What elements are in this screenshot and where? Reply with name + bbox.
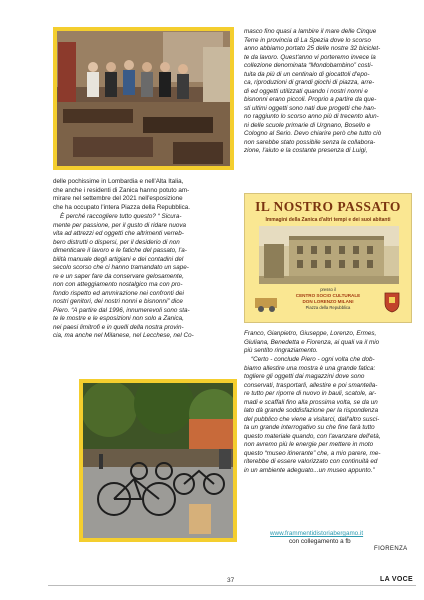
text-line: nostri genitori, dei nostri nonni e bisnonni” dice [53,298,183,305]
text-line: no raggiunto lo scorso anno più di trecento alun- [244,113,379,120]
text-line: non avremo più le energie per mettere in moto [244,441,374,448]
text-line: zione, l'aiuto e la costante presenza di Luigi, [244,147,368,154]
photo-frame-bottom [79,379,237,542]
website-link[interactable]: www.frammentidistoriabergamo.it [270,530,364,537]
text-line: bilità manuale degli artigiani e dei contadini del [53,255,184,263]
text-line: Terre in provincia di La Spezia dove lo scorso [244,36,371,44]
text-line: questo materiale quando, con l'avanzare dell'età, [244,432,381,440]
text-line: Giuliana, Benedetta e Fiorenza, ai quali va il mio [244,338,380,346]
text-line: in un ambiente adeguato...un museo appunto.” [244,466,375,474]
text-line: anno abbiamo portato 25 delle nostre 32 biciclet- [244,45,381,52]
photo-frame-top [53,27,234,170]
poster-venue-line2: DON LORENZO MILANI [302,299,354,304]
exhibition-poster [244,193,412,323]
poster-title: IL NOSTRO PASSATO [255,199,401,214]
text-line: di ed oggetti utilizzati quando i nostri nonni e [244,87,368,95]
text-line: secolo scorso che ci hanno tramandato un sape- [53,264,189,271]
facebook-note: con collegamento a fb [289,538,351,545]
text-line: togliere gli oggetti dai magazzini dove sono [244,373,365,380]
text-line: Piero. “A partire dal 1996, innumerevoli sono sta- [53,306,190,314]
text-line: che anche i residenti di Zanica hanno potuto am- [53,186,190,194]
page-number: 37 [227,577,235,584]
text-line: conservati, trasportarli, allestire e poi smantella- [244,381,378,389]
text-line: vita ad attrezzi ed oggetti che altrimenti verreb- [53,230,184,237]
text-line: tuita da più di un centinaio di giocattoli d'epo- [244,70,370,78]
text-line: dimenticare il lavoro e le fatiche del passato, l'a- [53,247,187,254]
text-line: re e un saper fare da conservare gelosamente, [53,272,184,280]
poster-presso: presso il [320,287,336,292]
text-line: “Certo - conclude Piero - ogni volta che dob- [251,356,375,363]
text-line: che ha occupato l'intera Piazza della Repubblica. [53,203,191,211]
text-line: mirare nel settembre del 2021 nell'esposizione [53,195,183,202]
text-line: mente per passione, per il gusto di ridare nuova [53,221,187,229]
text-line: sti ultimi oggetti sono nati due progetti che han- [244,104,376,112]
text-line: non sarebbe stato possibile senza la collabora- [244,138,376,146]
text-line: re tutto per riporre di nuovo in bauli, scatole, ar- [244,390,377,397]
text-line: ta un grande interrogativo su che fine farà tutto [244,424,375,431]
text-line: te da lavoro. Quest'anno vi porteremo invece la [244,53,376,61]
text-line: bero distrutti o dispersi, per il desiderio di non [53,238,180,246]
text-line: masco fino quasi a lambire il mare delle Cinque [244,28,377,35]
poster-subtitle: Immagini della Zanica d'altri tempi e dei suoi abitanti [265,217,391,223]
text-line: lato dà grande soddisfazione per la rispondenza [244,407,379,414]
text-line: più sentito ringraziamento. [244,347,318,354]
text-line: È perché raccogliere tutto questo? “ Sicura- [60,213,182,220]
text-line: biamo allestire una mostra è una grande fatica: [244,364,376,372]
text-line: ni delle scuole primarie di Urgnano, Bosello e [244,121,371,129]
text-line: non con atteggiamento nostalgico ma con pro- [53,281,183,288]
text-line: delle pochissime in Lombardia e nell'Alta Italia, [53,178,184,185]
footer-divider [48,585,416,586]
text-line: nei paesi limitrofi e in quelli della nostra provin- [53,323,184,331]
text-line: Cologno al Serio. Devo chiarire però che tutto ciò [244,130,382,137]
text-line: del pubblico che viene a visitarci, dall'altro susci- [244,415,380,423]
magazine-name: LA VOCE [380,576,413,583]
poster-venue-line1: CENTRO SOCIO CULTURALE [295,293,361,298]
text-line: questo “museo itinerante” che, a mio parere, me- [244,449,381,457]
text-line: ca, riproduzioni di grandi giochi di piazza, arre- [244,79,375,86]
text-line: cia, ma anche nel Milanese, nel Lecchese, nel Co- [53,332,194,339]
text-line: bisnonni erano piccoli. Proprio a partire da que- [244,96,377,103]
text-line: te le mostre e le esposizioni non solo a Zanica, [53,315,184,322]
text-line: fondo rispetto ed ammirazione nei confronti dei [53,289,184,297]
poster-historic-photo [259,226,399,284]
author-signature: FIORENZA [374,546,408,552]
text-line: riterebbe di essere valorizzato con continuità ed [244,458,378,465]
text-line: collezione denominata “Mondobambino” costi- [244,62,373,69]
text-line: madi e scaffali fino alla prossima volta, se da un [244,398,378,406]
poster-venue-line3: Piazza della Repubblica [305,305,351,310]
text-line: Franco, Gianpietro, Giuseppe, Lorenzo, Ermes, [244,330,377,337]
